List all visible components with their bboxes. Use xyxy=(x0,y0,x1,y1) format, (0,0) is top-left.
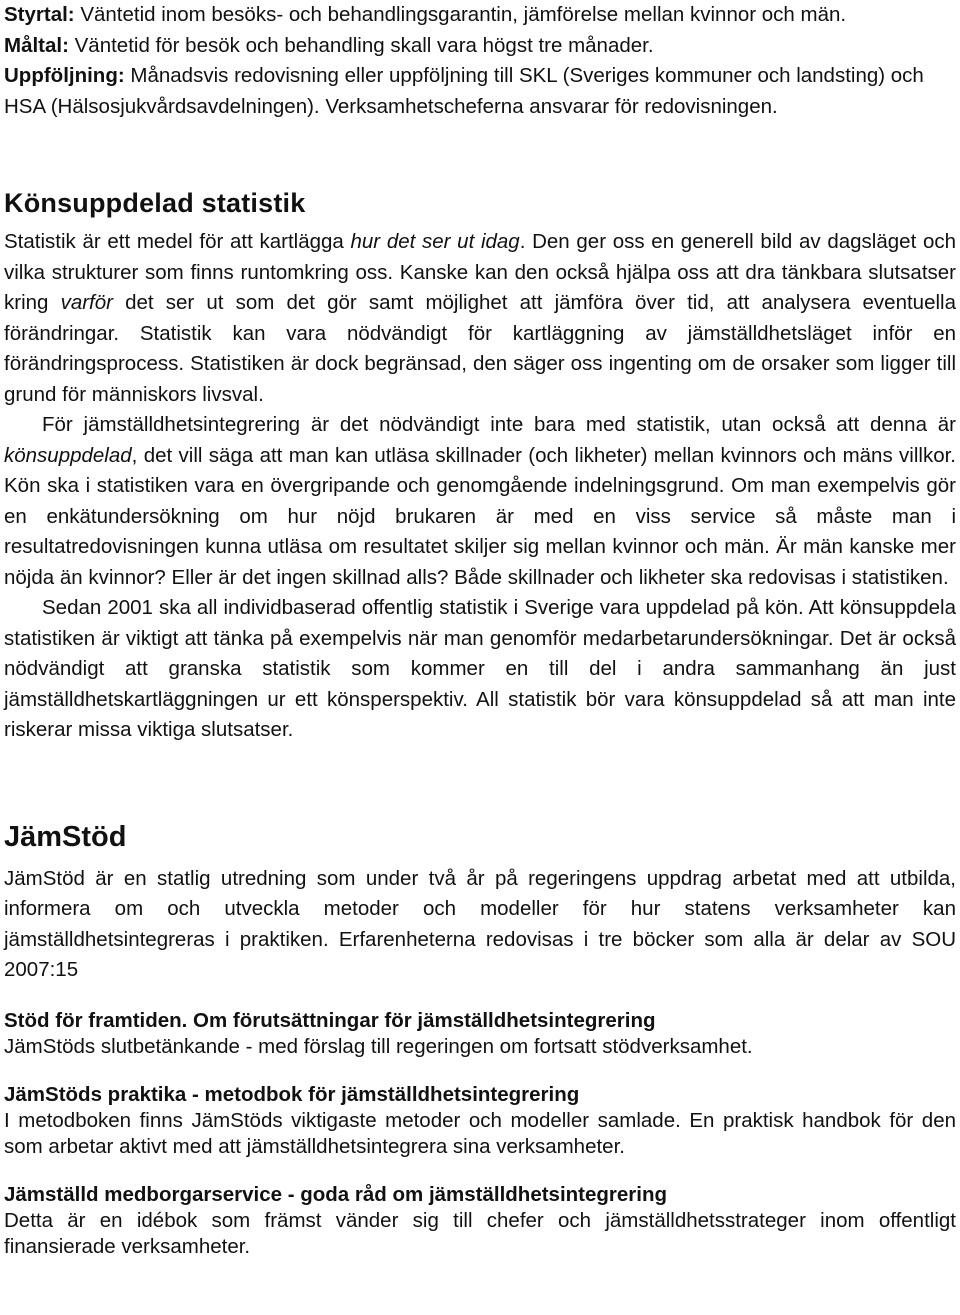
p1-text-c: det ser ut som det gör samt möjlighet att jämföra över tid, att analysera eventuella förändringar. Statistik kan vara nödvändigt för kartläggning av jämställdhetsläget inför en förändringsprocess. Statistiken är dock begränsad, den säger oss ingenting om de orsaker som ligger till grund för människors livsval. xyxy=(4,291,956,406)
book-description: I metodboken finns JämStöds viktigaste metoder och modeller samlade. En praktisk handbok för den som arbetar aktivt med att jämställdhetsintegrera sina verksamheter. xyxy=(4,1108,956,1158)
konsuppdelad-paragraph-3: Sedan 2001 ska all individbaserad offentlig statistik i Sverige vara uppdelad på kön. Att könsuppdela statistiken är viktigt att tänka på exempelvis när man genomför medarbetarundersökningar. Det är också nödvändigt att granska statistik som kommer en till del i andra sammanhang än just jämställdhetskartläggningen ur ett könsperspektiv. All statistik bör vara könsuppdelad så att man inte riskerar missa viktiga slutsatser. xyxy=(4,596,956,741)
book-description: Detta är en idébok som främst vänder sig till chefer och jämställdhetsstrateger inom offentligt finansierade verksamheter. xyxy=(4,1208,956,1258)
p1-emphasis-1: hur det ser ut idag xyxy=(350,230,520,253)
book-entry xyxy=(4,1008,956,1060)
konsuppdelad-section xyxy=(4,227,956,746)
jamstod-heading: JämStöd xyxy=(4,820,127,853)
uppfoljning-paragraph xyxy=(4,61,956,122)
konsuppdelad-heading: Könsuppdelad statistik xyxy=(4,188,306,218)
p2-emphasis: könsuppdelad xyxy=(4,443,132,467)
maltal-label: Måltal: xyxy=(4,33,69,57)
book-description: JämStöds slutbetänkande - med förslag till regeringen om fortsatt stödverksamhet. xyxy=(4,1034,753,1058)
p2-text-b: , det vill säga att man kan utläsa skillnader (och likheter) mellan kvinnors och mäns villkor. Kön ska i statistiken vara en övergripande och genomgående indelningsgrund. Om man exempelvis gör en enkätundersökning om hur nöjd brukaren är med en viss service så måste man i resultatredovisningen kunna utläsa om resultatet skiljer sig mellan kvinnor och män. Är män kanske mer nöjda än kvinnor? Eller är det ingen skillnad alls? Både skillnader och likheter ska redovisas i statistiken. xyxy=(4,443,956,589)
styrtal-line xyxy=(4,0,956,31)
jamstod-section xyxy=(4,864,956,1260)
p2-text-a: För jämställdhetsintegrering är det nödvändigt inte bara med statistik, utan också att denna är xyxy=(42,413,956,436)
book-title: Stöd för framtiden. Om förutsättningar för jämställdhetsintegrering xyxy=(4,1008,656,1032)
book-title: Jämställd medborgarservice - goda råd om jämställdhetsintegrering xyxy=(4,1182,668,1206)
maltal-text: Väntetid för besök och behandling skall vara högst tre månader. xyxy=(68,33,654,57)
document-page xyxy=(4,0,956,1260)
book-entry xyxy=(4,1082,956,1160)
konsuppdelad-paragraph-2 xyxy=(4,410,956,593)
goals-block xyxy=(4,0,956,122)
p1-emphasis-2: varför xyxy=(60,291,113,314)
styrtal-label: Styrtal: xyxy=(4,3,75,26)
maltal-line xyxy=(4,31,956,62)
konsuppdelad-paragraph-1 xyxy=(4,227,956,410)
book-title: JämStöds praktika - metodbok för jämställdhetsintegrering xyxy=(4,1082,580,1106)
book-entry xyxy=(4,1182,956,1260)
jamstod-paragraph: JämStöd är en statlig utredning som under två år på regeringens uppdrag arbetat med att utbilda, informera om och utveckla metoder och modeller för hur statens verksamheter kan jämställdhetsintegreras i praktiken. Erfarenheterna redovisas i tre böcker som alla är delar av SOU 2007:15 xyxy=(4,866,956,981)
uppfoljning-text: Månadsvis redovisning eller uppföljning till SKL (Sveriges kommuner och landsting) och HSA (Hälsosjukvårdsavdelningen). Verksamhetscheferna ansvarar för redovisningen. xyxy=(4,64,924,118)
p1-text-b: . Den ger oss en generell bild av dagsläget och vilka strukturer som finns runtomkring oss. Kanske kan den också hjälpa oss att dra tänkbara slutsatser kring xyxy=(4,230,957,314)
p1-text-a: Statistik är ett medel för att kartlägga xyxy=(4,230,351,253)
uppfoljning-label: Uppföljning: xyxy=(4,64,125,87)
styrtal-text: Väntetid inom besöks- och behandlingsgarantin, jämförelse mellan kvinnor och män. xyxy=(74,3,847,26)
